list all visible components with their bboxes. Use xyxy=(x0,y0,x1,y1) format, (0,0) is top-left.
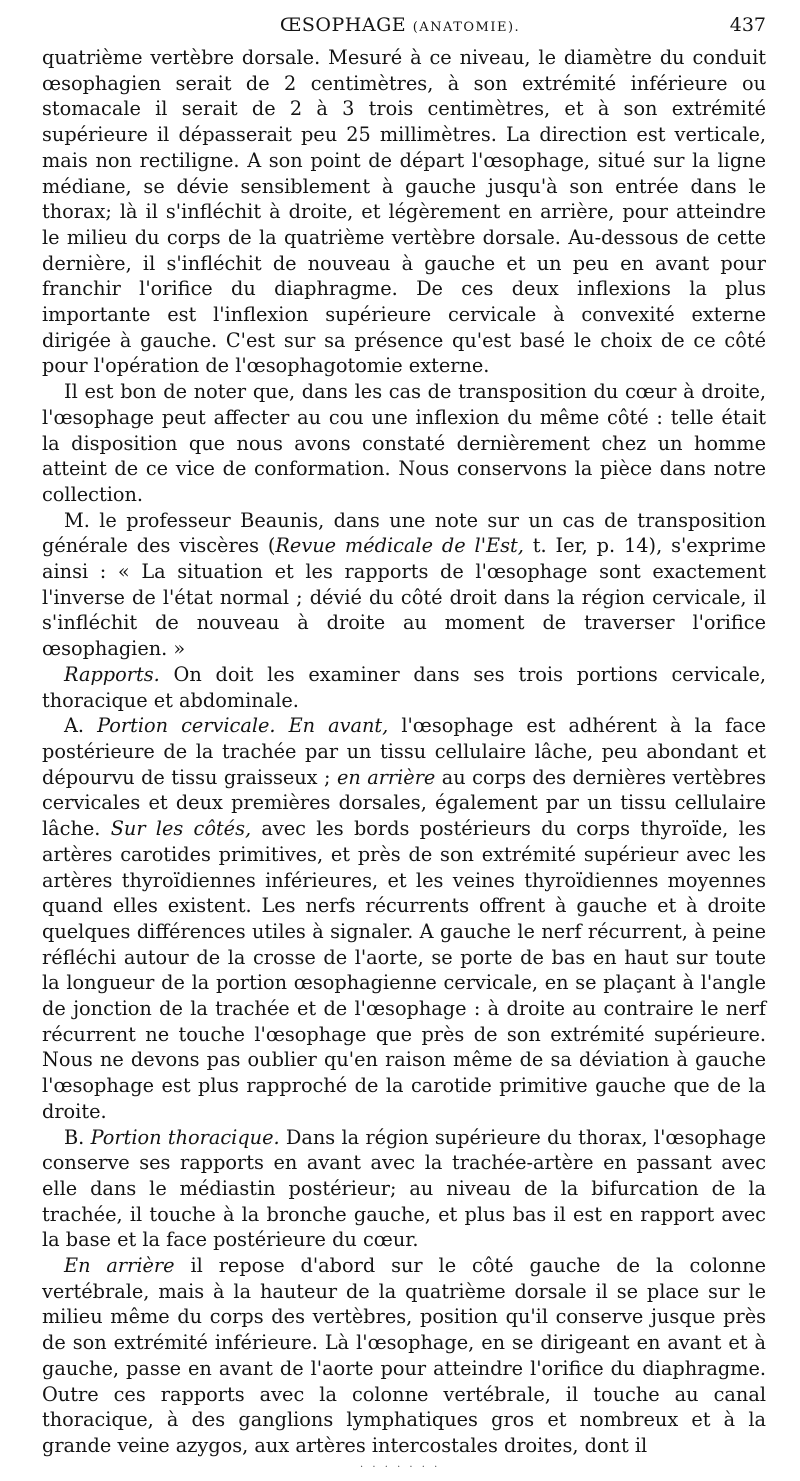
running-title-main: ŒSOPHAGE xyxy=(279,14,407,36)
section-letter-b: B. xyxy=(64,1125,85,1149)
paragraph-7-ital-en-arriere: En arrière xyxy=(64,1254,175,1278)
paragraph-3-citation: Revue médicale de l'Est, xyxy=(275,534,524,558)
paragraph-7-text: il repose d'abord sur le côté gauche de la colonne vertébrale, mais à la hauteur de la quatrième dorsale il se place sur le milieu même du corps des vertèbres, position qu'il conserve jusque près de son extrémité inférieure. Là l'œsophage, en se dirigeant en avant et à gauche, passe en avant de l'aorte pour atteindre l'orifice du diaphragme. Outre ces rapports avec la colonne vertébrale, il touche au canal thoracique, à des ganglions lymphatiques gros et nombreux et à la grande veine azygos, aux artères intercostales droites, dont il xyxy=(42,1254,766,1457)
paragraph-2-text: Il est bon de noter que, dans les cas de transposition du cœur à droite, l'œsophage peut affecter au cou une inflexion du même côté : telle était la disposition que nous avons constaté dernièrement chez un homme atteint de ce vice de conformation. Nous conservons la pièce dans notre collection. xyxy=(42,380,766,506)
paragraph-3-text-a: M. le professeur Beaunis, dans une note sur un cas de transposition générale des viscères ( xyxy=(42,508,766,558)
paragraph-5-ital-en-arriere: en arrière xyxy=(336,765,436,789)
page-header xyxy=(0,6,800,40)
section-heading-rapports: Rapports. xyxy=(64,662,160,686)
section-letter-a: A. xyxy=(64,714,85,738)
paragraph-3 xyxy=(42,508,766,662)
paragraph-4-text: On doit les examiner dans ses trois portions cervicale, thoracique et abdominale. xyxy=(42,662,766,712)
paragraph-1-text: quatrième vertèbre dorsale. Mesuré à ce niveau, le diamètre du conduit œsophagien serait de 2 centimètres, à son extrémité inférieure ou stomacale il serait de 2 à 3 trois centimètres, et à son extrémité supérieure il dépasserait peu 25 millimètres. La direction est verticale, mais non rectiligne. A son point de départ l'œsophage, situé sur la ligne médiane, se dévie sensiblement à gauche jusqu'à son entrée dans le thorax; là il s'infléchit à droite, et légèrement en arrière, pour atteindre le milieu du corps de la quatrième vertèbre dorsale. Au-dessous de cette dernière, il s'infléchit de nouveau à gauche et un peu en avant pour franchir l'orifice du diaphragme. De ces deux inflexions la plus importante est l'inflexion supérieure cervicale à convexité externe dirigée à gauche. C'est sur sa présence qu'est basé le choix de ce côté pour l'opération de l'œsophagotomie externe. xyxy=(42,46,766,378)
paragraph-7 xyxy=(42,1253,766,1459)
paragraph-6 xyxy=(42,1125,766,1254)
page-number: 437 xyxy=(729,14,766,36)
running-title xyxy=(0,14,800,36)
paragraph-5 xyxy=(42,713,766,1124)
paragraph-5-text-b: au corps des dernières vertèbres cervicales et deux premières dorsales, également par un tissu cellulaire lâche. xyxy=(42,765,766,841)
paragraph-5-text-c: avec les bords postérieurs du corps thyroïde, les artères carotides primitives, et près de son extrémité supérieur avec les artères thyroïdiennes inférieures, et les veines thyroïdiennes moyennes quand elles existent. Les nerfs récurrents offrent à gauche et à droite quelques différences utiles à signaler. A gauche le nerf récurrent, à peine réfléchi autour de la crosse de l'aorte, se porte de bas en haut sur toute la longueur de la portion œsophagienne cervicale, en se plaçant à l'angle de jonction de la trachée et de l'œsophage : à droite au contraire le nerf récurrent ne touche l'œsophage que près de son extrémité supérieure. Nous ne devons pas oublier qu'en raison même de sa déviation à gauche l'œsophage est plus rapproché de la carotide primitive gauche que de la droite. xyxy=(42,817,766,1123)
paragraph-2 xyxy=(42,379,766,508)
paragraph-4 xyxy=(42,662,766,713)
paragraph-5-ital-sur-les-cotes: Sur les côtés, xyxy=(110,817,252,841)
paragraph-3-text-b: t. Ier, p. 14), s'exprime ainsi : « La situation et les rapports de l'œsophage sont exactement l'inverse de l'état normal ; dévié du côté droit dans la région cervicale, il s'infléchit de nouveau à droite au moment de traverser l'orifice œsophagien. » xyxy=(42,534,766,661)
paragraph-6-text: Dans la région supérieure du thorax, l'œsophage conserve ses rapports en avant avec la trachée-artère en passant avec elle dans le médiastin postérieur; au niveau de la bifurcation de la trachée, il touche à la bronche gauche, et plus bas il est en rapport avec la base et la face postérieure du cœur. xyxy=(42,1125,766,1252)
paragraph-1 xyxy=(42,45,766,379)
footer-print-marks: · · · · · · · xyxy=(360,1462,441,1473)
page-body xyxy=(42,45,766,1459)
running-title-sub: (ANATOMIE). xyxy=(412,20,521,35)
paragraph-5-ital-en-avant: En avant, xyxy=(288,714,389,738)
section-heading-portion-thoracique: Portion thoracique. xyxy=(90,1125,280,1149)
paragraph-5-text-a: l'œsophage est adhérent à la face postérieure de la trachée par un tissu cellulaire lâche, peu abondant et dépourvu de tissu graisseux ; xyxy=(42,714,766,789)
section-heading-portion-cervicale: Portion cervicale. xyxy=(97,714,276,738)
